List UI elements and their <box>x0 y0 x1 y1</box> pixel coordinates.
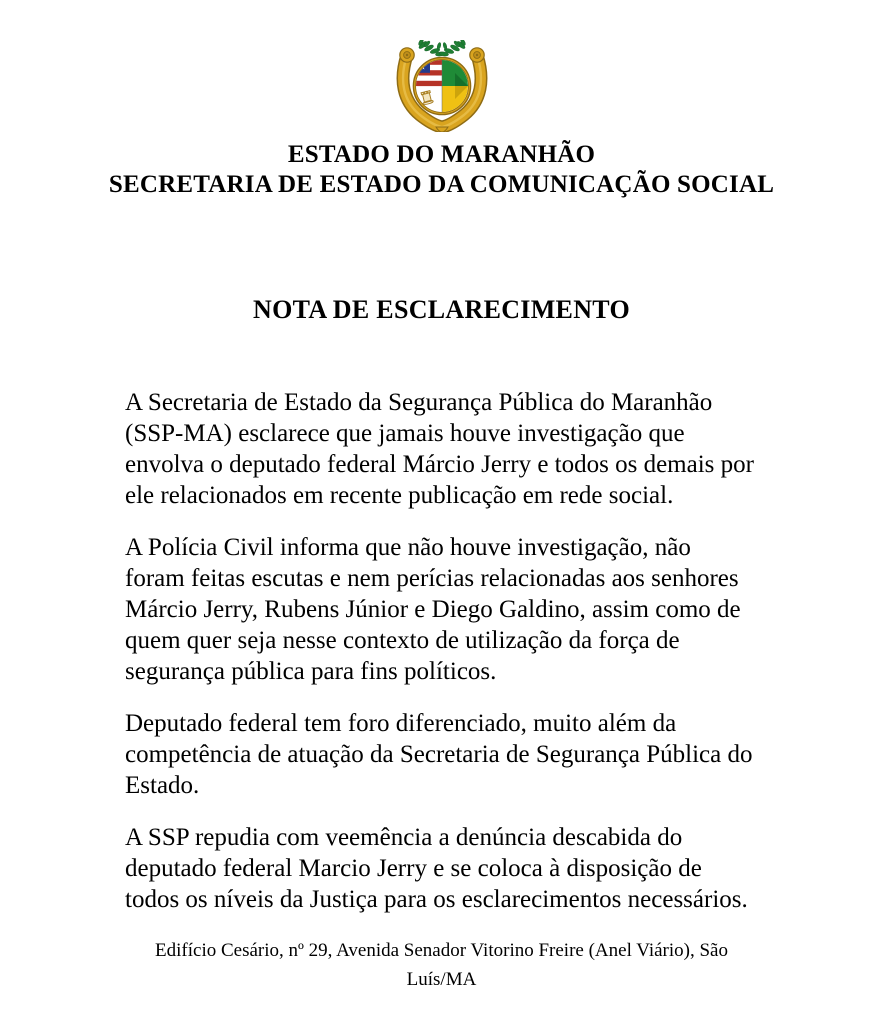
footer-address: Edifício Cesário, nº 29, Avenida Senador Vitorino Freire (Anel Viário), São Luís/MA <box>155 940 728 990</box>
secretariat-name: SECRETARIA DE ESTADO DA COMUNICAÇÃO SOCIAL <box>108 171 775 198</box>
body-paragraph-1: A Secretaria de Estado da Segurança Pública do Maranhão (SSP-MA) esclarece que jamais houve investigação que envolva o deputado federal Márcio Jerry e todos os demais por ele relacionados em recente publicação em rede social. <box>125 389 754 509</box>
body-paragraph-4: A SSP repudia com veemência a denúncia descabida do deputado federal Marcio Jerry e se coloca à disposição de todos os níveis da Justiça para os esclarecimentos necessários. <box>125 824 748 913</box>
body-paragraph-2: A Polícia Civil informa que não houve investigação, não foram feitas escutas e nem perícias relacionadas aos senhores Márcio Jerry, Rubens Júnior e Diego Galdino, assim como de quem quer seja nesse contexto de utilização da força de segurança pública para fins políticos. <box>125 534 741 685</box>
laurel-branches <box>417 40 466 57</box>
maranhao-coat-of-arms-icon <box>390 40 494 132</box>
state-name: ESTADO DO MARANHÃO <box>287 141 596 168</box>
body-paragraph-3: Deputado federal tem foro diferenciado, muito além da competência de atuação da Secretaria de Segurança Pública do Estado. <box>125 710 753 799</box>
note-body <box>125 387 825 915</box>
note-title: NOTA DE ESCLARECIMENTO <box>253 295 630 324</box>
letterhead <box>0 140 883 200</box>
shield <box>413 57 470 114</box>
